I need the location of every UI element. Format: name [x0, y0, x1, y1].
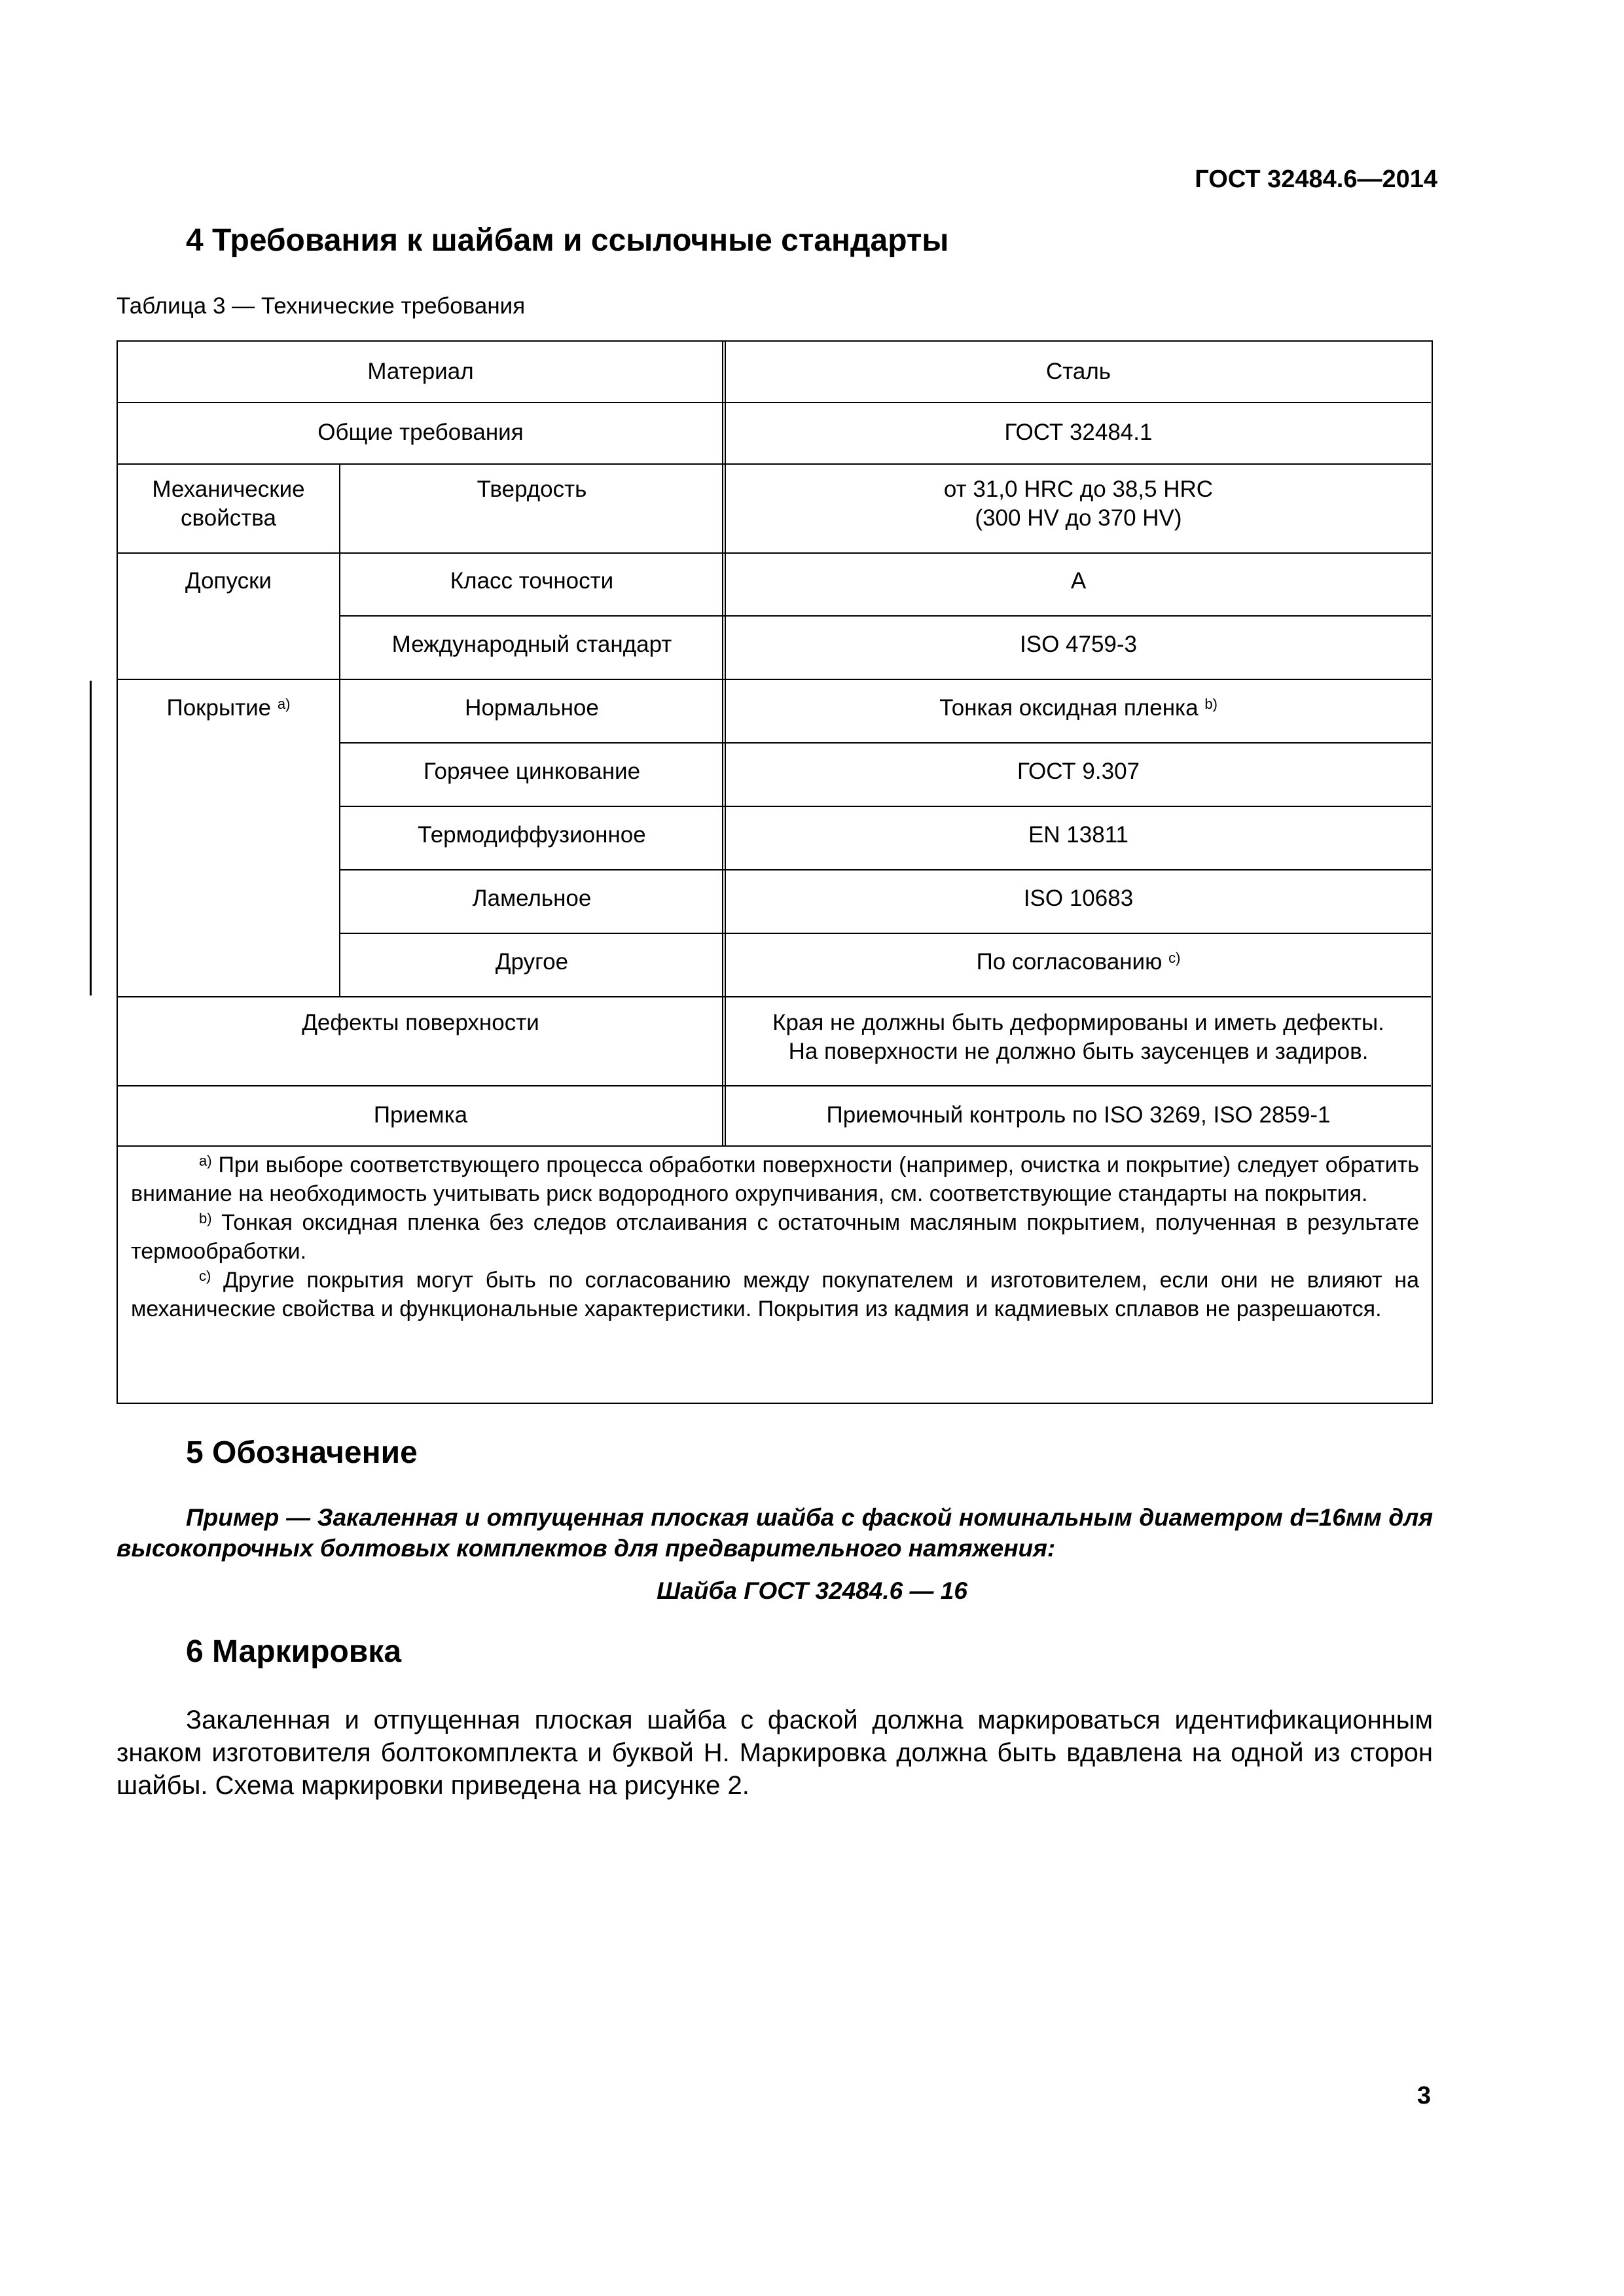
hardness-value: от 31,0 HRC до 38,5 HRC (300 HV до 370 HV) [943, 476, 1214, 531]
coating-type-label: Другое [495, 949, 569, 975]
footnote-ref: a) [277, 696, 291, 712]
intl-standard-label: Международный стандарт [391, 632, 672, 657]
acceptance-value: Приемочный контроль по ISO 3269, ISO 2859-1 [826, 1102, 1331, 1128]
surface-defects-value: Края не должны быть деформированы и иметь дефекты. На поверхности не должно быть заусенцев и задиров. [772, 1010, 1384, 1064]
table-footnotes [131, 1151, 1419, 1323]
coating-type-value: ГОСТ 9.307 [1017, 759, 1140, 784]
footnote-ref: c) [1168, 950, 1181, 966]
accuracy-class-value: A [1070, 568, 1087, 594]
coating-type-value: Тонкая оксидная пленка $^{b)}$ [939, 695, 1218, 721]
document-code: ГОСТ 32484.6—2014 [1195, 166, 1437, 193]
coating-type-label: Термодиффузионное [418, 822, 646, 848]
change-bar [90, 681, 92, 996]
designation-text: Шайба ГОСТ 32484.6 — 16 [657, 1577, 967, 1604]
page-number: 3 [1416, 2082, 1431, 2109]
material-value: Сталь [1045, 359, 1111, 384]
general-value: ГОСТ 32484.1 [1004, 420, 1153, 445]
coating-type-value: По согласованию $^{c)}$ [976, 949, 1181, 975]
table-caption: Таблица 3 — Технические требования [117, 293, 526, 319]
accuracy-class-label: Класс точности [450, 568, 614, 594]
designation-example: Пример — Закаленная и отпущенная плоская шайба с фаской номинальным диаметром d=16мм для высокопрочных болтовых комплектов для предварительного натяжения: [117, 1504, 1433, 1562]
acceptance-label: Приемка [373, 1102, 468, 1128]
coating-type-value: EN 13811 [1028, 822, 1129, 848]
section-5-title: 5 Обозначение [186, 1435, 418, 1470]
footnote: $^{b)}$ Тонкая оксидная пленка без следов отслаивания с остаточным масляным покрытием, полученная в результате термообработки. [131, 1210, 1419, 1264]
hardness-label: Твердость [477, 476, 587, 502]
general-label: Общие требования [317, 420, 524, 445]
material-label: Материал [367, 359, 474, 384]
tolerances-group-label: Допуски [185, 568, 272, 594]
coating-group-label: Покрытие $^{a)}$ [166, 695, 291, 721]
coating-type-label: Горячее цинкование [423, 759, 641, 784]
marking-paragraph: Закаленная и отпущенная плоская шайба с фаской должна маркироваться идентификационным знаком изготовителя болтокомплекта и буквой Н. Маркировка должна быть вдавлена на одной из сторон шайбы. Схема маркировки приведена на рисунке 2. [117, 1706, 1433, 1800]
coating-type-value: ISO 10683 [1023, 886, 1134, 911]
footnote-ref: b) [1204, 696, 1218, 712]
coating-type-label: Нормальное [465, 695, 599, 721]
section-6-title: 6 Маркировка [186, 1634, 402, 1669]
section-4-title: 4 Требования к шайбам и ссылочные стандарты [186, 223, 949, 258]
footnote: $^{c)}$ Другие покрытия могут быть по согласованию между покупателем и изготовителем, если они не влияют на механические свойства и функциональные характеристики. Покрытия из кадмия и кадмиевых сплавов не разрешаются. [131, 1268, 1419, 1321]
coating-type-label: Ламельное [472, 886, 592, 911]
surface-defects-label: Дефекты поверхности [302, 1010, 539, 1035]
footnote: $^{a)}$ При выборе соответствующего процесса обработки поверхности (например, очистка и покрытие) следует обратить внимание на необходимость учитывать риск водородного охрупчивания, см. соответствующие стандарты на покрытия. [131, 1153, 1419, 1206]
intl-standard-value: ISO 4759-3 [1020, 632, 1137, 657]
mechanical-group-label: Механические свойства [152, 476, 305, 531]
